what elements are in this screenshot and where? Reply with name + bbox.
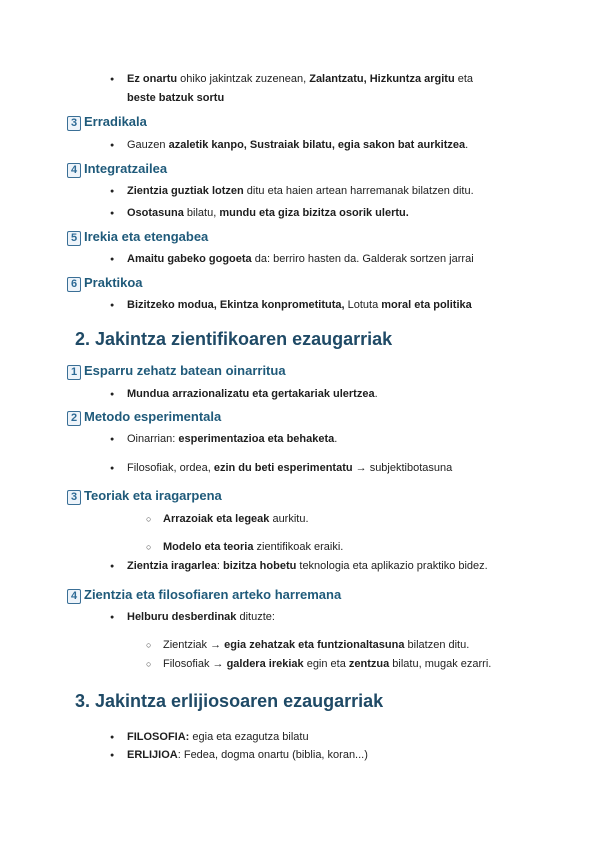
heading-irekia: 5 Irekia eta etengabea <box>67 229 208 246</box>
heading-integratzailea: 4 Integratzailea <box>67 161 167 178</box>
number-5-icon: 5 <box>67 231 81 246</box>
list-item: ● Ez onartu ohiko jakintzak zuzenean, Zalantzatu, Hizkuntza argitu eta <box>127 72 473 87</box>
list-item: ● Zientzia guztiak lotzen ditu eta haien artean harremanak bilatzen ditu. <box>127 184 474 199</box>
section-title-2: 2. Jakintza zientifikoaren ezaugarriak <box>75 329 393 349</box>
list-item: ● Filosofiak, ordea, ezin du beti esperimentatu → subjektibotasuna <box>127 461 452 476</box>
number-3-icon: 3 <box>67 490 81 505</box>
sub-list-item: ○ Modelo eta teoria zientifikoak eraiki. <box>163 540 343 555</box>
heading-teoriak: 3 Teoriak eta iragarpena <box>67 488 222 505</box>
number-4-icon: 4 <box>67 589 81 604</box>
section-title-3: 3. Jakintza erlijiosoaren ezaugarriak <box>75 691 384 711</box>
number-6-icon: 6 <box>67 277 81 292</box>
list-item: ● Amaitu gabeko gogoeta da: berriro hasten da. Galderak sortzen jarrai <box>127 252 474 267</box>
heading-metodo: 2 Metodo esperimentala <box>67 409 221 426</box>
heading-esparru: 1 Esparru zehatz batean oinarritua <box>67 363 286 380</box>
list-item: ● Zientzia iragarlea: bizitza hobetu teknologia eta aplikazio praktiko bidez. <box>127 559 488 574</box>
list-item: ● Mundua arrazionalizatu eta gertakariak ulertzea. <box>127 387 378 402</box>
list-item: ● Bizitzeko modua, Ekintza konprometituta, Lotuta moral eta politika <box>127 298 472 313</box>
list-item-continuation: beste batzuk sortu <box>127 92 225 104</box>
number-3-icon: 3 <box>67 116 81 131</box>
list-item: ● ERLIJIOA: Fedea, dogma onartu (biblia, koran...) <box>127 748 368 763</box>
heading-harremana: 4 Zientzia eta filosofiaren arteko harremana <box>67 587 341 604</box>
list-item: ● Gauzen azaletik kanpo, Sustraiak bilatu, egia sakon bat aurkitzea. <box>127 138 468 153</box>
sub-list-item: ○ Zientziak → egia zehatzak eta funtzionaltasuna bilatzen ditu. <box>163 638 469 653</box>
heading-praktikoa: 6 Praktikoa <box>67 275 143 292</box>
list-item: ● Oinarrian: esperimentazioa eta behaketa. <box>127 432 337 447</box>
sub-list-item: ○ Arrazoiak eta legeak aurkitu. <box>163 512 309 527</box>
list-item: ● Helburu desberdinak dituzte: <box>127 610 275 625</box>
number-2-icon: 2 <box>67 411 81 426</box>
number-4-icon: 4 <box>67 163 81 178</box>
heading-erradikala: 3 Erradikala <box>67 114 147 131</box>
list-item: ● Osotasuna bilatu, mundu eta giza bizitza osorik ulertu. <box>127 206 409 221</box>
number-1-icon: 1 <box>67 365 81 380</box>
list-item: ● FILOSOFIA: egia eta ezagutza bilatu <box>127 730 309 745</box>
sub-list-item: ○ Filosofiak → galdera irekiak egin eta zentzua bilatu, mugak ezarri. <box>163 657 491 672</box>
